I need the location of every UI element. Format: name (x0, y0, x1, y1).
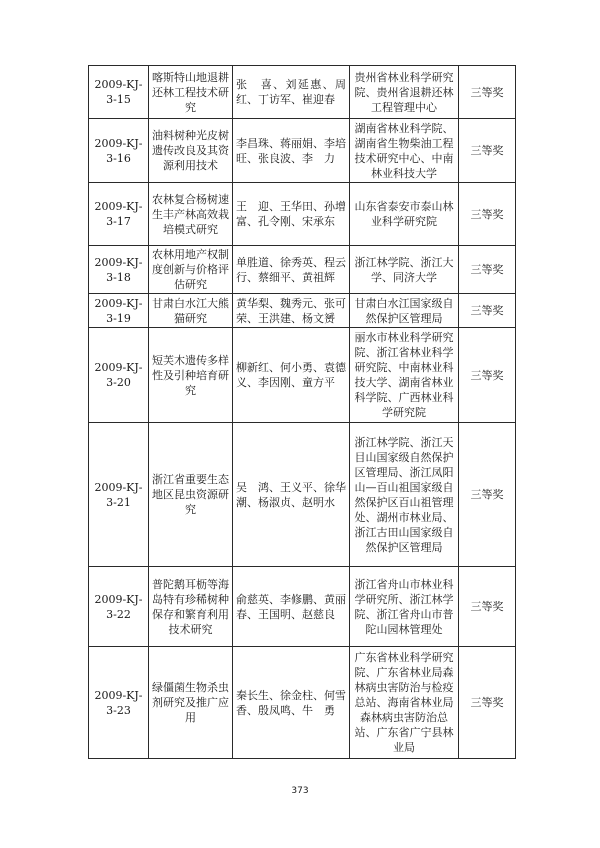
table-row (89, 246, 516, 294)
page-number: 373 (291, 786, 309, 796)
main-completers: 单胜道、徐秀英、程云行、蔡细平、黄祖辉 (233, 246, 350, 294)
award-grade: 三等奖 (459, 183, 516, 246)
project-name: 农林用地产权制度创新与价格评估研究 (149, 246, 233, 294)
project-name: 农林复合杨树速生丰产林高效栽培模式研究 (149, 183, 233, 246)
project-code: 2009-KJ-3-16 (89, 119, 149, 183)
completing-units: 浙江林学院、浙江天目山国家级自然保护区管理局、浙江凤阳山—百山祖国家级自然保护区百山祖管理处、湖州市林业局、浙江古田山国家级自然保护区管理局 (350, 423, 459, 567)
main-completers: 柳新红、何小勇、袁德义、李因刚、童方平 (233, 328, 350, 423)
completing-units: 丽水市林业科学研究院、浙江省林业科学研究院、中南林业科技大学、湖南省林业科学院、广西林业科学研究院 (350, 328, 459, 423)
completing-units: 广东省林业科学研究院、广东省林业局森林病虫害防治与检疫总站、海南省林业局森林病虫害防治总站、广东省广宁县林业局 (350, 647, 459, 759)
main-completers: 张 喜、刘延惠、周红、丁访军、崔迎春 (233, 66, 350, 119)
award-grade: 三等奖 (459, 647, 516, 759)
project-code: 2009-KJ-3-22 (89, 567, 149, 647)
completing-units: 甘肃白水江国家级自然保护区管理局 (350, 294, 459, 328)
awards-table (88, 65, 516, 759)
main-completers: 吴 鸿、王义平、徐华潮、杨淑贞、赵明水 (233, 423, 350, 567)
table-row (89, 328, 516, 423)
project-code: 2009-KJ-3-18 (89, 246, 149, 294)
completing-units: 浙江林学院、浙江大学、同济大学 (350, 246, 459, 294)
main-completers: 俞慈英、李修鹏、黄丽春、王国明、赵慈良 (233, 567, 350, 647)
completing-units: 湖南省林业科学院、湖南省生物柴油工程技术研究中心、中南林业科技大学 (350, 119, 459, 183)
project-name: 绿僵菌生物杀虫剂研究及推广应用 (149, 647, 233, 759)
project-name: 油料树种光皮树遗传改良及其资源利用技术 (149, 119, 233, 183)
award-grade: 三等奖 (459, 246, 516, 294)
completing-units: 浙江省舟山市林业科学研究所、浙江林学院、浙江省舟山市普陀山园林管理处 (350, 567, 459, 647)
award-grade: 三等奖 (459, 294, 516, 328)
table-row (89, 66, 516, 119)
award-grade: 三等奖 (459, 423, 516, 567)
project-code: 2009-KJ-3-17 (89, 183, 149, 246)
award-grade: 三等奖 (459, 66, 516, 119)
table-row (89, 119, 516, 183)
project-name: 短芙木遗传多样性及引种培育研究 (149, 328, 233, 423)
project-code: 2009-KJ-3-15 (89, 66, 149, 119)
completing-units: 贵州省林业科学研究院、贵州省退耕还林工程管理中心 (350, 66, 459, 119)
award-grade: 三等奖 (459, 567, 516, 647)
project-name: 喀斯特山地退耕还林工程技术研究 (149, 66, 233, 119)
project-name: 普陀鹅耳枥等海岛特有珍稀树种保存和繁育利用技术研究 (149, 567, 233, 647)
award-grade: 三等奖 (459, 328, 516, 423)
table-row (89, 567, 516, 647)
award-grade: 三等奖 (459, 119, 516, 183)
main-completers: 王 迎、王华田、孙增富、孔令刚、宋承东 (233, 183, 350, 246)
project-code: 2009-KJ-3-21 (89, 423, 149, 567)
main-completers: 黄华梨、魏秀元、张可荣、王洪建、杨文赟 (233, 294, 350, 328)
project-name: 浙江省重要生态地区昆虫资源研究 (149, 423, 233, 567)
project-code: 2009-KJ-3-20 (89, 328, 149, 423)
project-code: 2009-KJ-3-19 (89, 294, 149, 328)
table-row (89, 647, 516, 759)
table-row (89, 423, 516, 567)
project-code: 2009-KJ-3-23 (89, 647, 149, 759)
table-row (89, 294, 516, 328)
table-row (89, 183, 516, 246)
main-completers: 李昌珠、蒋丽娟、李培旺、张良波、李 力 (233, 119, 350, 183)
completing-units: 山东省泰安市泰山林业科学研究院 (350, 183, 459, 246)
project-name: 甘肃白水江大熊猫研究 (149, 294, 233, 328)
main-completers: 秦长生、徐金柱、何雪香、殷凤鸣、牛 勇 (233, 647, 350, 759)
